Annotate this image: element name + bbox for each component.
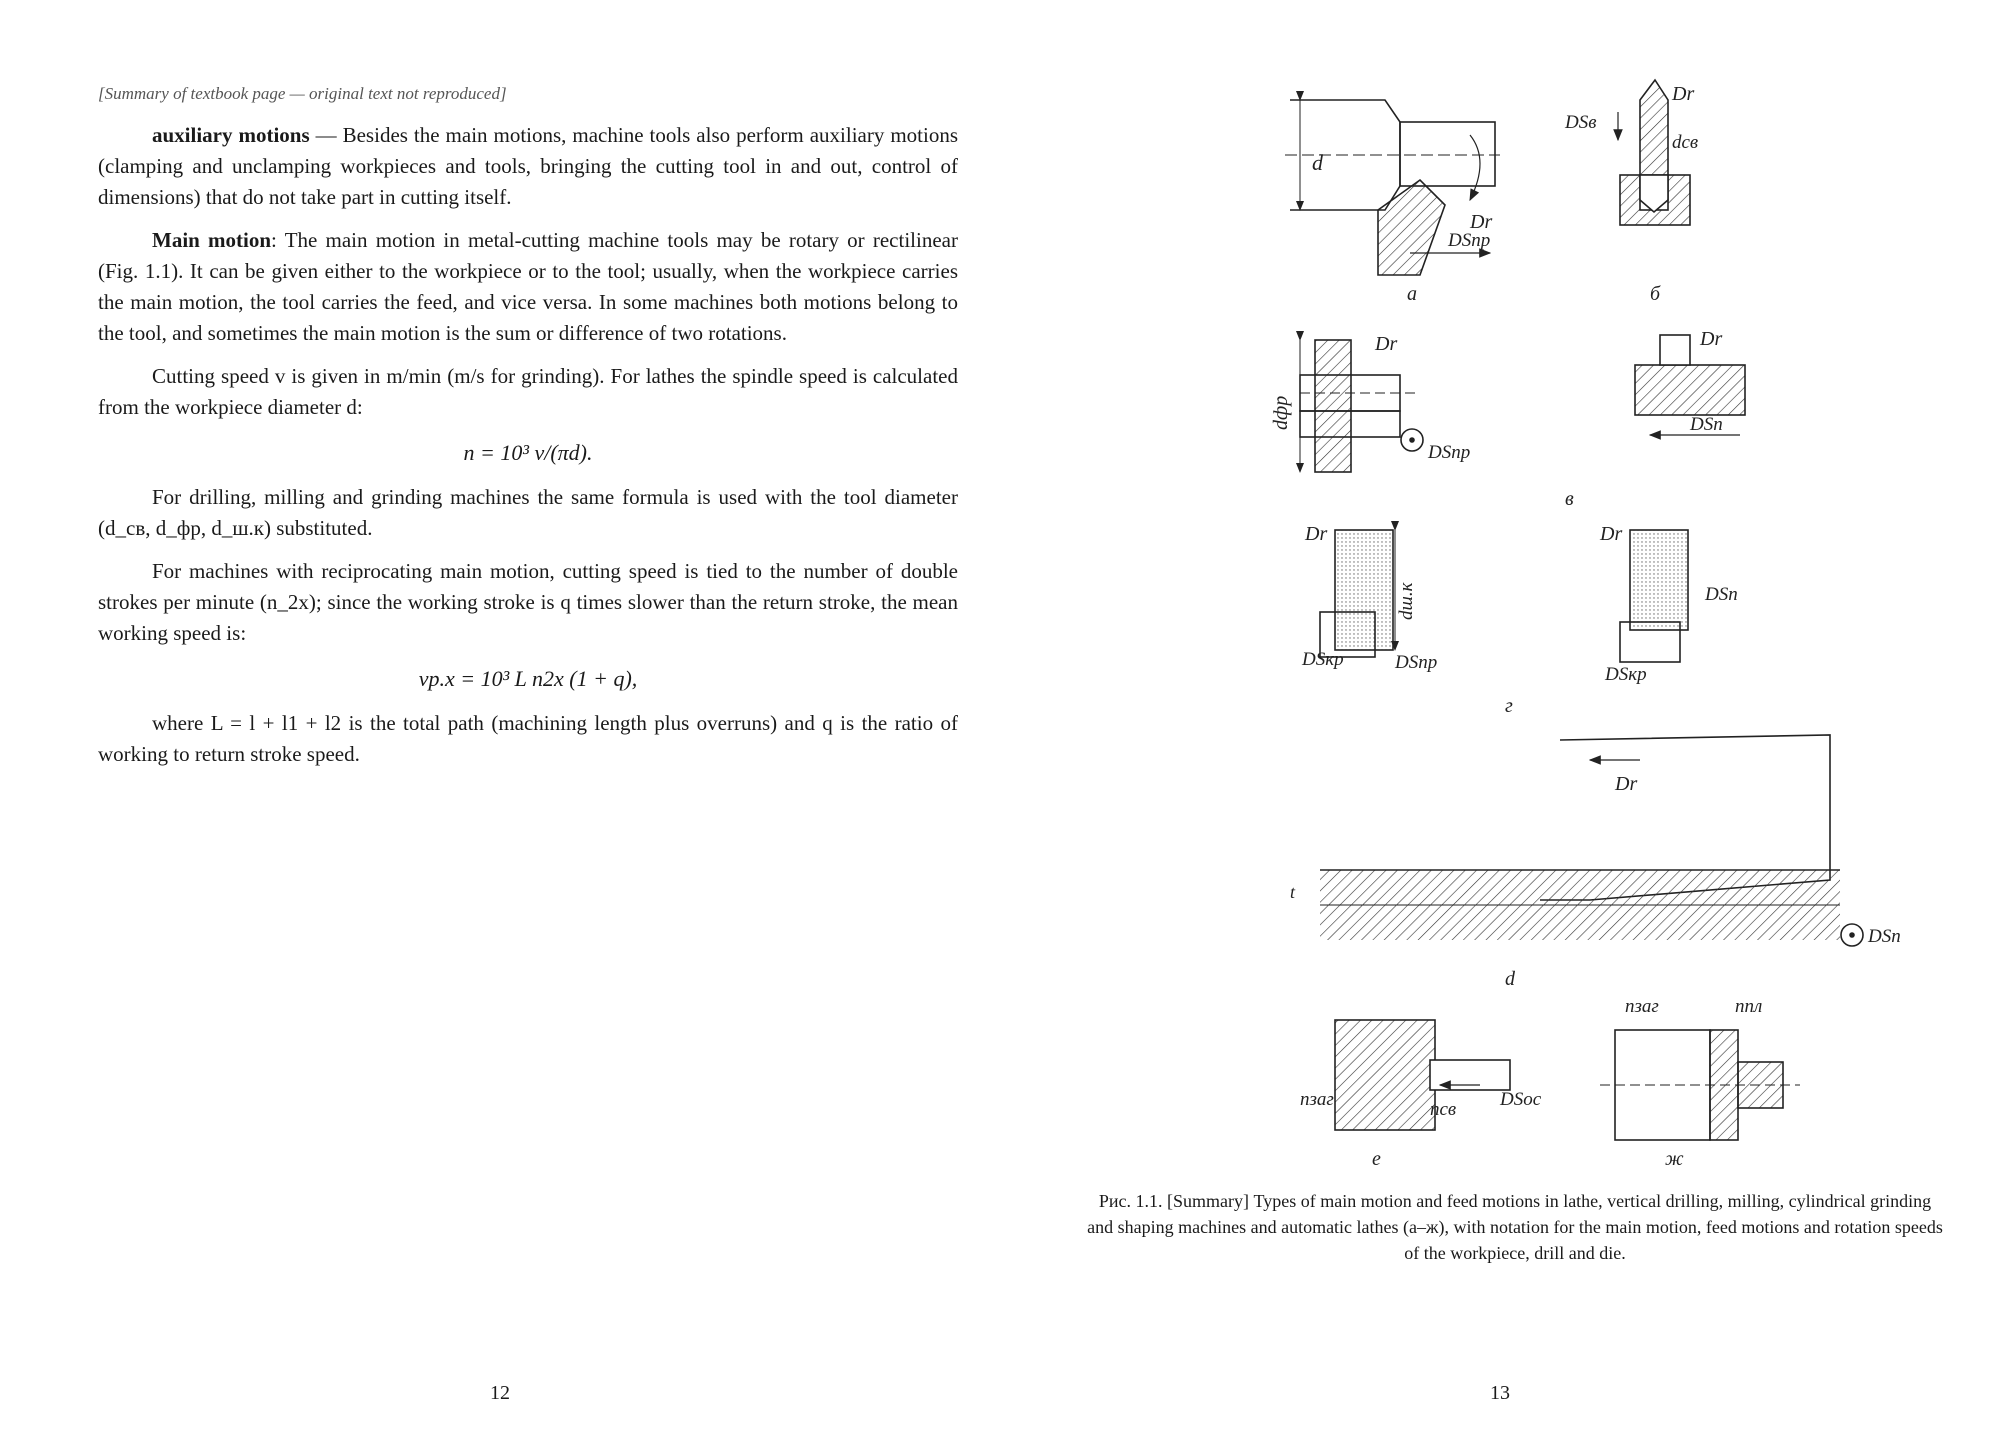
label-dspr-a: DSпр — [1448, 230, 1491, 251]
label-dr-g1: Dr — [1305, 523, 1328, 545]
figure-caption — [1085, 1188, 1945, 1266]
paragraph-1-text: Besides the main motions, machine tools also perform auxiliary motions (clamping and unclamping workpieces and tools, bringing the cutting tool in and out, control of dimensions) that do not take part in cutting itself. — [98, 123, 958, 209]
label-dskr-g1: DSкр — [1302, 649, 1344, 670]
subfigure-a-lathe — [1285, 100, 1500, 305]
label-dsp-g: DSп — [1705, 584, 1738, 605]
lead-term-2: Main motion — [152, 228, 272, 252]
subfigure-label-b: б — [1650, 283, 1661, 305]
subfigure-v-milling — [1270, 328, 1745, 510]
paragraph-4: For drilling, milling and grinding machines the same formula is used with the tool diameter (d_св, d_фр, d_ш.к) substituted. — [98, 485, 958, 540]
formula-spindle-speed: n = 10³ v/(πd). — [463, 440, 593, 465]
lead-term-1: auxiliary motions — [152, 123, 310, 147]
subfigure-d-planing — [1290, 735, 1901, 990]
paragraph-5: For machines with reciprocating main motion, cutting speed is tied to the number of double strokes per minute (n_2x); since the working stroke is q times slower than the return stroke, the mean working speed is: — [98, 559, 958, 645]
label-dr-v2: Dr — [1700, 328, 1723, 350]
figure-1-1 — [1000, 0, 2000, 1180]
label-nzag-e: nзаг — [1300, 1089, 1334, 1110]
label-dsp-d: DSп — [1868, 926, 1901, 947]
paragraph-6: where L = l + l1 + l2 is the total path (machining length plus overruns) and q is the ratio of working to return stroke speed. — [98, 711, 958, 766]
label-dr-b: Dr — [1672, 83, 1695, 105]
paragraph-1: auxiliary motions — Besides the main motions, machine tools also perform auxiliary motions (clamping and unclamping workpieces and tools, bringing the cutting tool in and out, control of dimensions) that do not take part in cutting itself. — [98, 123, 958, 209]
page-number-left: 12 — [490, 1382, 510, 1404]
label-nzag-zh: nзаг — [1625, 996, 1659, 1017]
label-t: t — [1290, 882, 1296, 902]
subfigure-label-zh: ж — [1665, 1148, 1684, 1170]
subfigure-g-grinding — [1301, 523, 1738, 717]
label-dsv-diameter: dсв — [1672, 132, 1699, 153]
label-dr-d: Dr — [1615, 773, 1638, 795]
label-dspr-v: DSпр — [1428, 442, 1471, 463]
subfigure-label-g: г — [1505, 695, 1513, 717]
label-npl: nпл — [1735, 996, 1763, 1017]
paragraph-2: Main motion: The main motion in metal-cutting machine tools may be rotary or rectilinear (Fig. 1.1). It can be given either to the workpiece or to the tool; usually, when the workpiece carries the main motion, the tool carries the feed, and vice versa. In some machines both motions belong to the tool, and sometimes the main motion is the sum or difference of two rotations. — [98, 228, 958, 345]
label-dsv-b: DSв — [1565, 112, 1597, 133]
paragraph-3: Cutting speed v is given in m/min (m/s for grinding). For lathes the spindle speed is calculated from the workpiece diameter d: — [98, 364, 958, 419]
page-number-right: 13 — [1490, 1382, 1510, 1404]
subfigure-label-e: е — [1372, 1148, 1381, 1170]
caption-label: Рис. 1.1. — [1098, 1191, 1163, 1211]
label-dskr-g2: DSкр — [1605, 664, 1647, 685]
subfigure-label-d: d — [1505, 968, 1515, 990]
label-dsos: DSос — [1500, 1089, 1542, 1110]
subfigure-b-drill — [1564, 80, 1698, 305]
summary-note: [Summary of textbook page — original text not reproduced] — [98, 84, 507, 103]
left-text-column — [98, 82, 958, 782]
label-nsv: nсв — [1430, 1099, 1457, 1120]
right-page — [1000, 0, 2000, 1445]
formula-stroke-speed: vр.х = 10³ L n2х (1 + q), — [418, 666, 638, 691]
paragraph-2-text: The main motion in metal-cutting machine tools may be rotary or rectilinear (Fig. 1.1). It can be given either to the workpiece or to the tool; usually, when the workpiece carries the main motion, the tool carries the feed, and vice versa. In some machines both motions belong to the tool, and sometimes the main motion is the sum or difference of two rotations. — [98, 228, 958, 345]
label-dr-v1: Dr — [1375, 333, 1398, 355]
label-dfr: dфр — [1270, 395, 1292, 430]
subfigure-zh-threading — [1600, 996, 1800, 1170]
label-dshk: dш.к — [1396, 582, 1417, 620]
label-dr-g2: Dr — [1600, 523, 1623, 545]
label-dsp-v: DSп — [1690, 414, 1723, 435]
label-dr-a: Dr — [1470, 211, 1493, 233]
label-d: d — [1312, 150, 1323, 175]
label-dspr-g: DSпр — [1395, 652, 1438, 673]
caption-text: [Summary] Types of main motion and feed motions in lathe, vertical drilling, milling, cylindrical grinding and shaping machines and automatic lathes (а–ж), with notation for the main motion, feed motions and rotation speeds of the workpiece, drill and die. — [1087, 1191, 1943, 1263]
subfigure-label-v: в — [1565, 488, 1574, 510]
subfigure-label-a: а — [1407, 283, 1417, 305]
subfigure-e-automatic-drill — [1300, 1020, 1542, 1170]
